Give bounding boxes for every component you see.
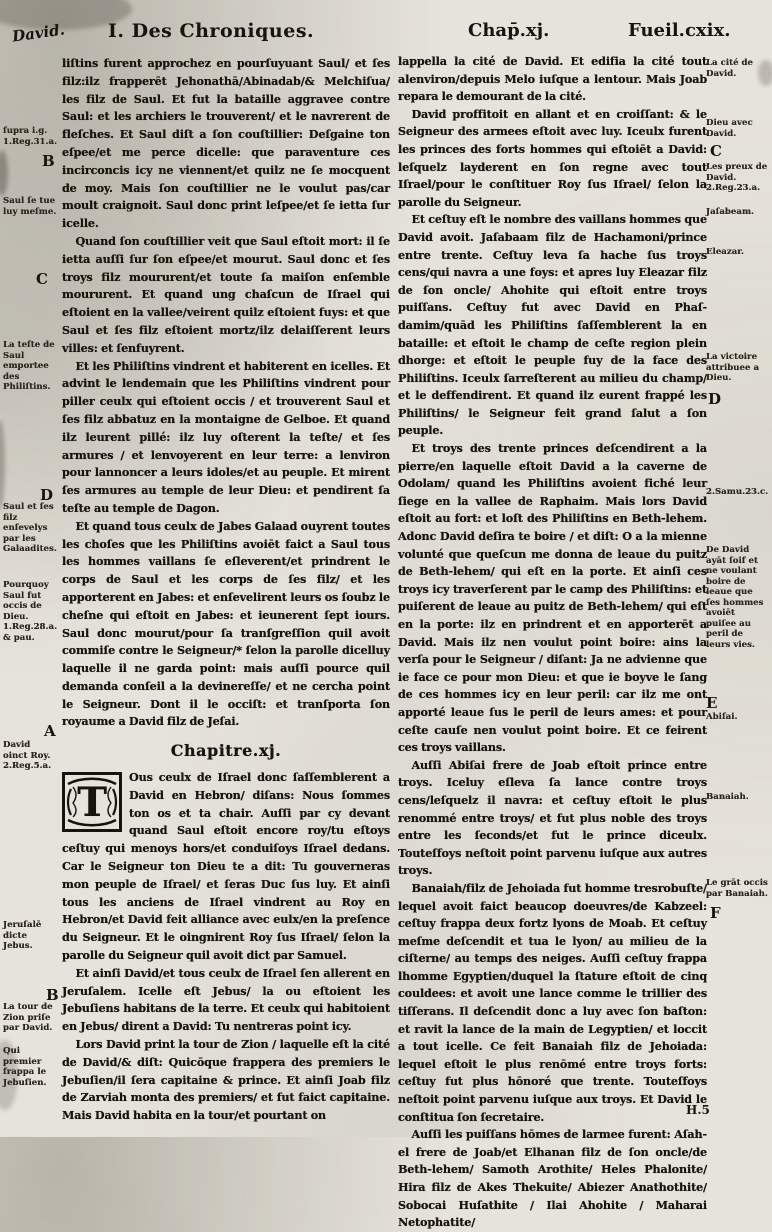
margin-note: Abiſai. [706,712,738,722]
margin-note: David oinct Roy. 2.Reg.5.a. [3,740,52,771]
paragraph: Et ceſtuy eſt le nombre des vaillans hommes que David avoit. Jaſabaam filz de Hachamoni/prince entre trente. Ceſtuy leva ſa hache ſus troys cens/qui navra a une foys: et apres luy Eleazar filz de ſon oncle/ Ahohite qui eſtoit entre troys puiſſans. Ceſtuy fut avec David en Phaſ-damim/quād les Philiſtins ſaſſemblerent la en bataille: et eſtoit le champ de ceſte region plein dhorge: et eſtoit le peuple fuy de la face des Philiſtins. Iceulx ſarreſterent au milieu du champ/ et le deffendirent. Et quand ilz eurent frappé les Philiſtins/ le Seigneur feit grand ſalut a ſon peuple. [398,212,707,438]
section-letter: A [44,722,56,740]
paragraph: Banaiah/filz de Jehoiada fut homme tresrobuſte/ lequel avoit faict beaucop doeuvres/de Kabzeel: ceſtuy frappa deux fortz lyons de Moab. Et ceſtuy meſme deſcendit et tua le lyon/ au milieu de la ciſterne/ au temps des neiges. Auſſi ceſtuy frappa lhomme Egyptien/duquel la ſtature eſtoit de cinq couldees: et avoit une lance comme le trillier des tiſſerans. Il deſcendit donc a luy avec ſon baſton: et ravit la lance de la main de Legyptien/ et loccit a tout icelle. Ce feit Banaiah filz de Jehoiada: lequel eſtoit le plus renōmé entre troys forts: ceſtuy fut plus hōnoré que trente. Touteſfoys neſtoit point parvenu iuſque aux troys. Et David le conſtitua ſon ſecretaire. [398,880,707,1124]
quire-signature: H.5 [686,1103,710,1117]
paragraph: lappella la cité de David. Et edifia la cité tout alenviron/depuis Melo iuſque a lentour. Mais Joab repara le demourant de la cité. [398,54,707,104]
section-letter: F [710,904,721,922]
book-title: I. Des Chroniques. [108,20,315,42]
margin-note: La victoire attribuee a Dieu. [706,352,760,383]
ink-smudge [0,420,5,510]
margin-note: Saul ſe tue luy meſme. [3,196,57,217]
margin-note: La teſte de Saul emportee des Philiſtins. [3,340,55,392]
section-letter: D [40,486,54,504]
margin-note: Le grāt occis par Banaiah. [706,878,768,899]
margin-note: ſupra i.g. 1.Reg.31.a. [3,126,58,147]
left-text-column [62,55,390,1125]
paragraph: Et ainſi David/et tous ceulx de Iſrael ſen allerent en Jeruſalem. Icelle eſt Jebus/ la ou eſtoient les Jebuſiens habitans de la terre. Et ceulx qui habitoient en Jebus/ dirent a David: Tu nentreras point icy. [62,965,390,1034]
paragraph: Auſſi les puiſſans hōmes de larmee furent: Aſah-el frere de Joab/et Elhanan filz de ſon oncle/de Beth-lehem/ Samoth Arothite/ Heles Phalonite/ Hira filz de Akes Thekuite/ Abiezer Anathothite/ Sobocai Huſathite / Ilai Ahohite / Maharai Netophatite/ [398,1127,707,1230]
margin-note: Eleazar. [706,247,745,257]
chapter-heading: Chapitre.xj. [170,741,282,761]
section-letter: C [36,270,48,288]
margin-note: De David ayāt ſoif et ne voulant boire de leaue que ſes hommes avoiēt puiſee au peril de leurs vies. [706,545,764,650]
paragraph: Quand ſon couſtillier veit que Saul eſtoit mort: il ſe ietta auſſi ſur ſon eſpee/et mourut. Saul donc et ſes troys filz moururent/et toute ſa maiſon enſemble moururent. Et quand ung chaſcun de Iſrael qui eſtoient en la vallee/veirent quilz eſtoient fuys: et que Saul et ſes filz eſtoient mortz/ilz delaiſſerent leurs villes: et ſenfuyrent. [62,233,390,355]
paragraph: Et les Philiſtins vindrent et habiterent en icelles. Et advint le lendemain que les Philiſtins vindrent pour piller ceulx qui eſtoient occis / et trouverent Saul et ſes filz abbatuz en la montaigne de Gelboe. Et quand ilz leurent pillé: ilz luy oſterent la teſte/ et ſes armures / et lenvoyerent en leur terre: a lenviron pour lannoncer a leurs idoles/et au peuple. Et mirent ſes armures au temple de leur Dieu: et pendirent ſa teſte au temple de Dagon. [62,358,390,515]
section-letter: B [42,152,55,170]
ornate-drop-cap [62,772,122,832]
right-text-column [398,53,707,1232]
section-letter: C [710,142,722,160]
margin-note: 2.Samu.23.c. [706,487,769,497]
ink-smudge [758,60,772,86]
section-letter: D [708,390,722,408]
folio-number: Fueil.cxix. [628,20,731,41]
margin-note: La tour de Zion priſe par David. [3,1002,53,1033]
paragraph-text: Ous ceulx de Iſrael donc ſaſſemblerent a David en Hebron/ diſans: Nous ſommes ton os et ta chair. Auſſi par cy devant quand Saul eſtoit encore roy/tu eſtoys ceſtuy qui menoys hors/et conduiſoys Iſrael dedans. Car le Seigneur ton Dieu te a dit: Tu gouverneras mon peuple de Iſrael/ et ſeras Duc ſus luy. Et ainſi tous les anciens de Iſrael vindrent au Roy en Hebron/et David feit alliance avec eulx/en la preſence du Seigneur. Et le oingnirent Roy ſus Iſrael/ ſelon la parolle du Seigneur quil avoit dict par Samuel. [62,770,390,963]
margin-note: Jaſabeam. [706,207,755,217]
paragraph: liſtins furent approchez en pourſuyuant Saul/ et ſes filz:ilz frapperēt Jehonathā/Abinadab/& Melchiſua/ les filz de Saul. Et fut la bataille aggravee contre Saul: et les archiers le trouverent/ et le navrerent de fleſches. Et Saul diſt a ſon couſtillier: Deſgaine ton eſpee/et me perce dicelle: que paraventure ces incirconcis icy ne viennent/et quilz ne ſe mocquent de moy. Mais ſon couſtillier ne le voulut pas/car moult craignoit. Saul donc print leſpee/et ſe ietta ſur icelle. [62,56,390,231]
running-title-david: David. [11,20,66,46]
margin-note: La cité de David. [706,58,754,79]
paragraph: Auſſi Abiſai frere de Joab eſtoit prince entre troys. Iceluy eſleva ſa lance contre troys cens/leſquelz il navra: et ceſtuy eſtoit le plus renommé entre troys/ et fut plus noble des troys entre les ſeconds/et fut le prince diceulx. Touteſfoys neſtoit point parvenu iuſque aux autres troys. [398,757,707,878]
ink-smudge [0,150,8,196]
margin-note: Les preux de David. 2.Reg.23.a. [706,162,768,193]
section-letter: E [706,694,718,712]
paragraph [62,769,390,965]
paragraph: David proffitoit en allant et en croiſſant: & le Seigneur des armees eſtoit avec luy. Iceulx furent les princes des forts hommes qui eſtoiēt a David: leſquelz layderent en ſon regne avec tout Iſrael/pour le conſtituer Roy ſus Iſrael/ ſelon la parolle du Seigneur. [398,106,707,209]
margin-note: Saul et ſes filz enſevelys par les Galaadites. [3,502,57,554]
margin-note: Qui premier frappa le Jebuſien. [3,1046,47,1088]
paragraph: Et quand tous ceulx de Jabes Galaad ouyrent toutes les choſes que les Philiſtins avoiēt faict a Saul tous les hommes vaillans ſe eſleverent/et prindrent le corps de Saul et les corps de ſes filz/ et les apporterent en Jabes: et enſevelirent leurs os ſoubz le cheſne qui eſtoit en Jabes: et ieunerent ſept iours. Saul donc mourut/pour ſa tranſgreſſion quil avoit commiſe contre le Seigneur/* ſelon la parolle dicelluy laquelle il ne garda point: mais auſſi pource quil demanda conſeil a la devinereſſe/ et ne cercha point le Seigneur. Dont il le occiſt: et tranſporta ſon royaume a David filz de Jeſai. [62,518,390,729]
section-letter: B [46,986,59,1004]
paragraph: Lors David print la tour de Zion / laquelle eſt la cité de David/& diſt: Quicōque frappera des premiers le Jebuſien/il ſera capitaine & prince. Et ainſi Joab filz de Zarviah monta des premiers/ et fut faict capitaine. Mais David habita en la tour/et pourtant on [62,1037,390,1123]
margin-note: Jeruſalē dicte Jebus. [3,920,42,951]
chapter-running-label: Chap̄.xj. [468,20,550,41]
drop-cap-letter: T [77,779,107,827]
margin-note: Pourquoy Saul fut occis de Dieu. 1.Reg.28.a. & pau. [3,580,58,643]
margin-note: Dieu avec David. [706,118,753,139]
paragraph: Et troys des trente princes deſcendirent a la pierre/en laquelle eſtoit David a la caverne de Odolam/ quand les Philiſtins avoient fiché leur ſiege en la vallee de Raphaim. Mais lors David eſtoit au fort: et loſt des Philiſtins en Beth-lehem. Adonc David deſira te boire / et diſt: O a la mienne volunté que queſcun me donna de leaue du puitz de Beth-lehem/ qui eſt en la porte. Et ainſi ces troys icy traverſerent par le camp des Philiſtins: et puiſerent de leaue au puitz de Beth-lehem/ qui eſt en la porte: ilz en prindrent et en apporterēt a David. Mais ilz nen voulut point boire: ains la verſa pour le Seigneur / diſant: Ja ne advienne que ie face ce pour mon Dieu: et que ie boyve le ſang de ces hommes icy en leur peril: car ilz me ont apporté leaue ſus le peril de leurs ames: et pour ceſte cauſe nen voulut point boire. Et ce feirent ces troys vaillans. [398,441,707,755]
margin-note: Banaiah. [706,792,749,802]
